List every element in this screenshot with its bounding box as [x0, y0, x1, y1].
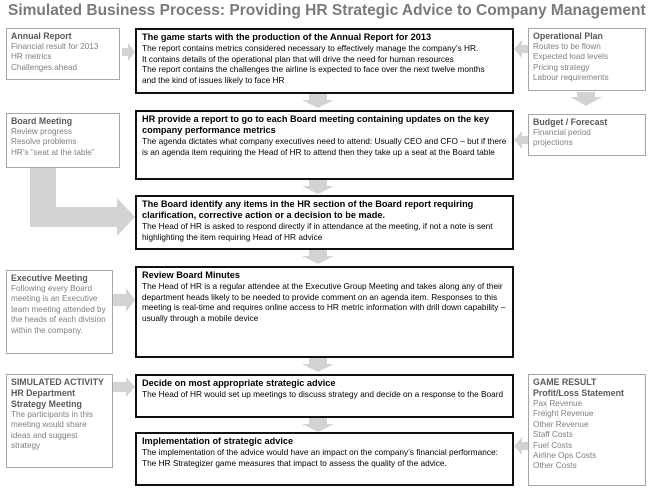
executive-meeting-heading: Executive Meeting — [11, 273, 88, 283]
game-result-line-5: Fuel Costs — [533, 440, 573, 450]
simulated-activity-sub-2: Strategy Meeting — [11, 399, 82, 409]
step-board-identify — [135, 195, 514, 250]
simulated-activity-sub-1: HR Department — [11, 388, 76, 398]
game-result-heading: GAME RESULT — [533, 377, 597, 387]
annual-report-box — [6, 28, 120, 80]
game-result-line-3: Other Revenue — [533, 419, 589, 429]
step-1-line-1: The report contains metrics considered necessary to effectively manage the company’s HR. — [142, 43, 479, 53]
operational-plan-box — [528, 28, 646, 91]
executive-meeting-box — [6, 270, 113, 354]
annual-report-line-1: Financial result for 2013 — [11, 42, 99, 51]
board-meeting-heading: Board Meeting — [11, 116, 73, 126]
step-2-heading: HR provide a report to go to each Board meeting containing updates on the key company performance metrics — [142, 114, 490, 135]
game-result-line-7: Other Costs — [533, 461, 577, 471]
annual-report-line-2: HR metrics — [11, 52, 52, 62]
annual-report-arrow — [122, 43, 135, 61]
step-5-heading: Decide on most appropriate strategic advice — [142, 378, 336, 388]
game-result-line-6: Airline Ops Costs — [533, 451, 597, 461]
down-arrow-3 — [302, 250, 334, 264]
board-meeting-bent-arrow — [30, 168, 135, 236]
operational-plan-line-3: Pricing strategy — [533, 62, 590, 72]
game-result-box — [528, 374, 646, 486]
step-decide-advice — [135, 374, 514, 418]
game-result-line-1: Pax Revenue — [533, 399, 583, 408]
annual-report-line-3: Challenges ahead — [11, 62, 78, 72]
step-2-text: The agenda dictates what company executives need to attend: Usually CEO and CFO – but if there is an agenda item requiring the Head of HR to attend then they take up a seat at the Board table — [142, 136, 507, 157]
budget-forecast-line-2: projections — [533, 138, 573, 148]
step-hr-report — [135, 110, 514, 180]
simulated-activity-text: The participants in this meeting would share ideas and suggest strategy — [11, 410, 93, 451]
budget-arrow — [514, 131, 528, 149]
operational-plan-heading: Operational Plan — [533, 31, 603, 41]
board-meeting-box — [6, 113, 120, 168]
step-6-heading: Implementation of strategic advice — [142, 436, 294, 446]
step-4-heading: Review Board Minutes — [142, 270, 241, 280]
game-result-sub: Profit/Loss Statement — [533, 388, 624, 398]
budget-forecast-heading: Budget / Forecast — [533, 117, 608, 127]
executive-meeting-arrow — [113, 288, 135, 312]
board-meeting-line-1: Review progress — [11, 127, 72, 136]
step-3-heading: The Board identify any items in the HR section of the Board report requiring clarification, corrective action or a decision to be made. — [142, 199, 474, 220]
step-1-line-4: and the kind of issues likely to face HR — [142, 74, 285, 85]
down-arrow-5 — [302, 418, 334, 432]
step-6-text: The implementation of the advice would have an impact on the company’s financial performance: The HR Strategizer game measures that impact to assess the quality of the advice. — [142, 447, 498, 468]
step-implementation — [135, 432, 514, 486]
step-3-text: The Head of HR is asked to respond directly if in attendance at the meeting, if not a note is sent highlighting the item requiring Head of HR advice — [142, 221, 493, 242]
budget-down-arrow — [570, 92, 602, 106]
down-arrow-1 — [302, 94, 334, 108]
page-title: Simulated Business Process: Providing HR Strategic Advice to Company Management — [8, 2, 646, 19]
operational-plan-arrow — [514, 40, 528, 58]
step-annual-report — [135, 28, 514, 94]
operational-plan-line-1: Routes to be flown — [533, 42, 601, 51]
down-arrow-2 — [302, 180, 334, 194]
operational-plan-line-4: Labour requirements — [533, 73, 609, 83]
down-arrow-4 — [302, 358, 334, 372]
step-1-heading: The game starts with the production of the Annual Report for 2013 — [142, 32, 432, 42]
executive-meeting-text: Following every Board meeting is an Executive team meeting attended by the heads of each division within the company. — [11, 284, 106, 335]
activity-arrow — [113, 377, 135, 397]
budget-forecast-box — [528, 114, 646, 156]
step-5-text: The Head of HR would set up meetings to discuss strategy and decide on a response to the Board — [142, 389, 504, 399]
board-meeting-line-2: Resolve problems — [11, 137, 77, 147]
operational-plan-line-2: Expected load levels — [533, 52, 609, 62]
step-review-minutes — [135, 266, 514, 358]
budget-forecast-line-1: Financial period — [533, 128, 591, 137]
game-result-arrow — [514, 437, 528, 455]
simulated-activity-box — [6, 374, 113, 468]
board-meeting-line-3: HR’s “seat at the table” — [11, 147, 95, 157]
annual-report-heading: Annual Report — [11, 31, 72, 41]
game-result-line-4: Staff Costs — [533, 430, 573, 440]
step-4-text: The Head of HR is a regular attendee at the Executive Group Meeting and takes along any of their department heads likely to be needed to provide comment on an agenda item. Responses to this meeting is real-time and requires online access to HR metric information with drill down capability – usually through a mobile device — [142, 281, 506, 323]
step-1-line-2: It contains details of the operational plan that will drive the need for human resources — [142, 53, 454, 64]
simulated-activity-heading: SIMULATED ACTIVITY — [11, 377, 104, 387]
game-result-line-2: Freight Revenue — [533, 409, 594, 419]
step-1-line-3: The report contains the challenges the airline is expected to face over the next twelve months — [142, 64, 485, 75]
